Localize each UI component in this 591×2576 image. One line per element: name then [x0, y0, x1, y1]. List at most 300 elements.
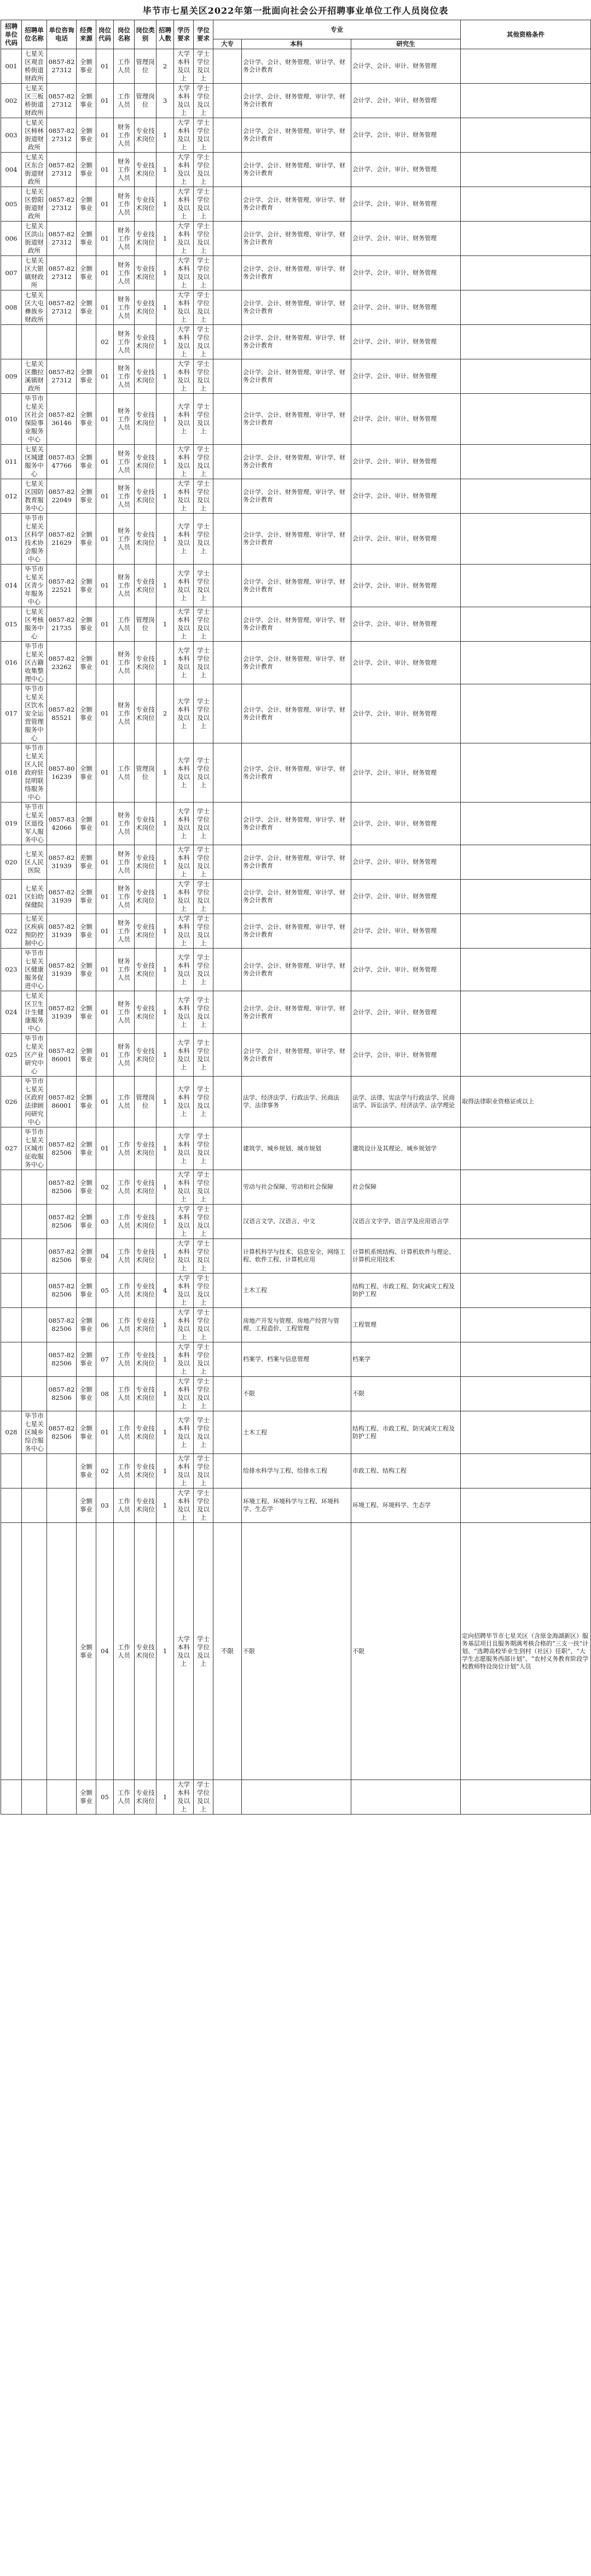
graduate-major-cell: 会计学、会计、审计、财务管理	[351, 445, 461, 479]
phone-cell: 0857-8231939	[47, 880, 77, 914]
undergrad-major-cell: 汉语言文学、汉语言、中文	[242, 1205, 351, 1239]
table-row	[1, 1308, 591, 1342]
header-post-name: 岗位名称	[114, 20, 135, 49]
education-cell: 大学本科及以上	[174, 1780, 194, 1815]
table-row	[1, 1411, 591, 1454]
funding-cell: 全额事业	[77, 1411, 96, 1454]
unit-code-cell: 008	[1, 290, 22, 325]
graduate-major-cell: 环境工程、环境科学、生态学	[351, 1488, 461, 1523]
graduate-major-cell: 市政工程、结构工程	[351, 1454, 461, 1488]
unit-name-cell	[22, 1488, 47, 1523]
college-major-cell	[213, 1170, 242, 1205]
post-name-cell: 工作人员	[114, 1239, 135, 1274]
phone-cell: 0857-8282506	[47, 1205, 77, 1239]
unit-code-cell: 002	[1, 84, 22, 118]
post-name-cell: 财务工作人员	[114, 914, 135, 949]
other-requirement-cell	[461, 991, 591, 1034]
undergrad-major-cell: 不限	[242, 1377, 351, 1411]
phone-cell: 0857-8286001	[47, 1077, 77, 1127]
undergrad-major-cell: 会计学、会计、财务管理、审计学、财务会计教育	[242, 803, 351, 845]
degree-cell: 学士学位及以上	[194, 222, 213, 256]
graduate-major-cell: 会计学、会计、审计、财务管理	[351, 565, 461, 607]
post-type-cell: 管理岗位	[135, 1077, 157, 1127]
degree-cell: 学士学位及以上	[194, 1308, 213, 1342]
degree-cell: 学士学位及以上	[194, 479, 213, 514]
undergrad-major-cell: 会计学、会计、财务管理、审计学、财务会计教育	[242, 290, 351, 325]
table-row	[1, 256, 591, 290]
count-cell: 1	[157, 514, 174, 565]
college-major-cell	[213, 325, 242, 359]
college-major-cell	[213, 1274, 242, 1308]
funding-cell: 全额事业	[77, 880, 96, 914]
post-name-cell: 工作人员	[114, 1523, 135, 1780]
undergrad-major-cell: 会计学、会计、财务管理、审计学、财务会计教育	[242, 880, 351, 914]
post-type-cell: 专业技术岗位	[135, 153, 157, 187]
undergrad-major-cell: 会计学、会计、财务管理、审计学、财务会计教育	[242, 642, 351, 684]
table-row	[1, 1170, 591, 1205]
count-cell: 1	[157, 803, 174, 845]
undergrad-major-cell: 会计学、会计、财务管理、审计学、财务会计教育	[242, 394, 351, 445]
post-code-cell: 02	[96, 1170, 114, 1205]
education-cell: 大学本科及以上	[174, 290, 194, 325]
degree-cell: 学士学位及以上	[194, 1077, 213, 1127]
post-type-cell: 专业技术岗位	[135, 359, 157, 394]
post-name-cell: 工作人员	[114, 49, 135, 84]
unit-name-cell: 七星关区人民医院	[22, 845, 47, 880]
unit-code-cell: 027	[1, 1127, 22, 1170]
unit-code-cell	[1, 325, 22, 359]
degree-cell: 学士学位及以上	[194, 1377, 213, 1411]
college-major-cell	[213, 880, 242, 914]
degree-cell: 学士学位及以上	[194, 991, 213, 1034]
graduate-major-cell: 结构工程、市政工程、防灾减灾工程及防护工程	[351, 1274, 461, 1308]
unit-code-cell: 016	[1, 642, 22, 684]
funding-cell: 全额事业	[77, 991, 96, 1034]
undergrad-major-cell: 土木工程	[242, 1274, 351, 1308]
other-requirement-cell	[461, 222, 591, 256]
education-cell: 大学本科及以上	[174, 1077, 194, 1127]
funding-cell: 全额事业	[77, 642, 96, 684]
degree-cell: 学士学位及以上	[194, 684, 213, 743]
post-name-cell: 工作人员	[114, 1127, 135, 1170]
post-type-cell: 专业技术岗位	[135, 394, 157, 445]
count-cell: 1	[157, 949, 174, 991]
graduate-major-cell: 会计学、会计、审计、财务管理	[351, 743, 461, 803]
post-code-cell: 01	[96, 642, 114, 684]
degree-cell: 学士学位及以上	[194, 1454, 213, 1488]
graduate-major-cell: 会计学、会计、审计、财务管理	[351, 325, 461, 359]
table-row	[1, 1034, 591, 1077]
college-major-cell	[213, 607, 242, 642]
college-major-cell	[213, 684, 242, 743]
graduate-major-cell: 会计学、会计、审计、财务管理	[351, 845, 461, 880]
phone-cell: 0857-8282506	[47, 1411, 77, 1454]
post-name-cell: 财务工作人员	[114, 445, 135, 479]
post-name-cell: 财务工作人员	[114, 118, 135, 153]
education-cell: 大学本科及以上	[174, 153, 194, 187]
post-code-cell: 01	[96, 845, 114, 880]
education-cell: 大学本科及以上	[174, 914, 194, 949]
phone-cell: 0857-8227312	[47, 84, 77, 118]
unit-name-cell	[22, 1342, 47, 1377]
undergrad-major-cell: 土木工程	[242, 1411, 351, 1454]
post-type-cell: 专业技术岗位	[135, 1780, 157, 1815]
post-type-cell: 专业技术岗位	[135, 642, 157, 684]
unit-name-cell	[22, 1170, 47, 1205]
post-type-cell: 专业技术岗位	[135, 256, 157, 290]
post-type-cell: 专业技术岗位	[135, 1377, 157, 1411]
post-name-cell: 财务工作人员	[114, 803, 135, 845]
post-name-cell: 工作人员	[114, 84, 135, 118]
graduate-major-cell: 会计学、会计、审计、财务管理	[351, 607, 461, 642]
education-cell: 大学本科及以上	[174, 359, 194, 394]
unit-name-cell	[22, 1274, 47, 1308]
unit-name-cell: 毕节市七星关区健康服务促进中心	[22, 949, 47, 991]
count-cell: 1	[157, 565, 174, 607]
college-major-cell	[213, 1342, 242, 1377]
post-name-cell: 财务工作人员	[114, 325, 135, 359]
other-requirement-cell	[461, 845, 591, 880]
unit-code-cell: 026	[1, 1077, 22, 1127]
undergrad-major-cell: 会计学、会计、财务管理、审计学、财务会计教育	[242, 325, 351, 359]
college-major-cell	[213, 222, 242, 256]
degree-cell: 学士学位及以上	[194, 514, 213, 565]
unit-code-cell: 011	[1, 445, 22, 479]
post-code-cell: 01	[96, 684, 114, 743]
other-requirement-cell	[461, 256, 591, 290]
other-requirement-cell	[461, 118, 591, 153]
other-requirement-cell	[461, 1308, 591, 1342]
unit-name-cell	[22, 1454, 47, 1488]
count-cell: 2	[157, 684, 174, 743]
education-cell: 大学本科及以上	[174, 256, 194, 290]
college-major-cell	[213, 359, 242, 394]
college-major-cell	[213, 1077, 242, 1127]
unit-code-cell	[1, 1170, 22, 1205]
phone-cell: 0857-8223262	[47, 642, 77, 684]
other-requirement-cell: 定向招聘毕节市七星关区（含原金海湖新区）服务基层项目且服务期满考核合格的“三支一扶”计划、“选聘高校毕业生到村（社区）任职”、“大学生志愿服务西部计划”、“农村义务教育阶段学校教师特设岗位计划”人员	[461, 1523, 591, 1780]
header-graduate: 研究生	[351, 39, 461, 49]
education-cell: 大学本科及以上	[174, 1342, 194, 1377]
post-code-cell: 01	[96, 949, 114, 991]
table-row	[1, 153, 591, 187]
other-requirement-cell	[461, 479, 591, 514]
unit-code-cell: 004	[1, 153, 22, 187]
graduate-major-cell: 会计学、会计、审计、财务管理	[351, 290, 461, 325]
degree-cell: 学士学位及以上	[194, 1523, 213, 1780]
table-row	[1, 49, 591, 84]
other-requirement-cell	[461, 1342, 591, 1377]
count-cell: 4	[157, 1274, 174, 1308]
post-name-cell: 财务工作人员	[114, 845, 135, 880]
post-name-cell: 财务工作人员	[114, 949, 135, 991]
education-cell: 大学本科及以上	[174, 187, 194, 222]
post-name-cell: 工作人员	[114, 1454, 135, 1488]
undergrad-major-cell: 房地产开发与管理、房地产经营与管理、工程造价、工程管理	[242, 1308, 351, 1342]
phone-cell: 0857-8286001	[47, 1034, 77, 1077]
education-cell: 大学本科及以上	[174, 445, 194, 479]
education-cell: 大学本科及以上	[174, 394, 194, 445]
post-type-cell: 专业技术岗位	[135, 565, 157, 607]
table-body	[1, 49, 591, 1815]
degree-cell: 学士学位及以上	[194, 187, 213, 222]
phone-cell: 0857-8282506	[47, 1377, 77, 1411]
unit-code-cell: 020	[1, 845, 22, 880]
funding-cell: 全额事业	[77, 256, 96, 290]
education-cell: 大学本科及以上	[174, 1377, 194, 1411]
post-type-cell: 专业技术岗位	[135, 1411, 157, 1454]
post-code-cell: 01	[96, 1411, 114, 1454]
degree-cell: 学士学位及以上	[194, 1170, 213, 1205]
unit-code-cell: 018	[1, 743, 22, 803]
college-major-cell	[213, 991, 242, 1034]
degree-cell: 学士学位及以上	[194, 1411, 213, 1454]
post-code-cell: 01	[96, 880, 114, 914]
graduate-major-cell: 法学、法律、宪法学与行政法学、民商法学、诉讼法学、经济法学、法学理论	[351, 1077, 461, 1127]
degree-cell: 学士学位及以上	[194, 845, 213, 880]
unit-name-cell	[22, 1780, 47, 1815]
unit-name-cell: 七星关区城建服务中心	[22, 445, 47, 479]
post-name-cell: 工作人员	[114, 607, 135, 642]
degree-cell: 学士学位及以上	[194, 394, 213, 445]
degree-cell: 学士学位及以上	[194, 565, 213, 607]
post-type-cell: 专业技术岗位	[135, 803, 157, 845]
phone-cell: 0857-8016239	[47, 743, 77, 803]
unit-code-cell	[1, 1239, 22, 1274]
count-cell: 1	[157, 222, 174, 256]
graduate-major-cell: 会计学、会计、审计、财务管理	[351, 49, 461, 84]
funding-cell: 全额事业	[77, 1454, 96, 1488]
college-major-cell	[213, 1454, 242, 1488]
college-major-cell	[213, 1780, 242, 1815]
post-code-cell: 01	[96, 803, 114, 845]
college-major-cell	[213, 256, 242, 290]
post-code-cell: 01	[96, 118, 114, 153]
funding-cell: 全额事业	[77, 1170, 96, 1205]
unit-name-cell: 七星关区柿林街道财政所	[22, 118, 47, 153]
funding-cell: 全额事业	[77, 1205, 96, 1239]
post-type-cell: 专业技术岗位	[135, 479, 157, 514]
funding-cell: 全额事业	[77, 1523, 96, 1780]
post-type-cell: 专业技术岗位	[135, 514, 157, 565]
post-code-cell: 02	[96, 325, 114, 359]
other-requirement-cell	[461, 1488, 591, 1523]
graduate-major-cell: 会计学、会计、审计、财务管理	[351, 222, 461, 256]
unit-code-cell: 012	[1, 479, 22, 514]
count-cell: 1	[157, 642, 174, 684]
unit-code-cell: 024	[1, 991, 22, 1034]
unit-name-cell: 七星关区碧阳街道财政所	[22, 187, 47, 222]
other-requirement-cell	[461, 1034, 591, 1077]
graduate-major-cell: 汉语言文字学、语言学及应用语言学	[351, 1205, 461, 1239]
post-name-cell: 工作人员	[114, 1377, 135, 1411]
graduate-major-cell: 社会保障	[351, 1170, 461, 1205]
unit-code-cell	[1, 1377, 22, 1411]
phone-cell: 0857-8231939	[47, 949, 77, 991]
recruitment-table	[1, 20, 591, 1815]
table-row	[1, 684, 591, 743]
undergrad-major-cell: 会计学、会计、财务管理、审计学、财务会计教育	[242, 118, 351, 153]
college-major-cell	[213, 845, 242, 880]
table-row	[1, 1077, 591, 1127]
graduate-major-cell: 会计学、会计、审计、财务管理	[351, 514, 461, 565]
post-type-cell: 专业技术岗位	[135, 1308, 157, 1342]
other-requirement-cell	[461, 290, 591, 325]
count-cell: 2	[157, 49, 174, 84]
unit-name-cell	[22, 1239, 47, 1274]
count-cell: 1	[157, 880, 174, 914]
undergrad-major-cell: 会计学、会计、财务管理、审计学、财务会计教育	[242, 187, 351, 222]
degree-cell: 学士学位及以上	[194, 359, 213, 394]
graduate-major-cell: 会计学、会计、审计、财务管理	[351, 880, 461, 914]
count-cell: 1	[157, 445, 174, 479]
table-row	[1, 359, 591, 394]
unit-name-cell: 毕节市七星关区产业研究中心	[22, 1034, 47, 1077]
other-requirement-cell	[461, 84, 591, 118]
count-cell: 1	[157, 1239, 174, 1274]
other-requirement-cell	[461, 642, 591, 684]
other-requirement-cell	[461, 1377, 591, 1411]
education-cell: 大学本科及以上	[174, 1170, 194, 1205]
degree-cell: 学士学位及以上	[194, 914, 213, 949]
degree-cell: 学士学位及以上	[194, 153, 213, 187]
graduate-major-cell: 会计学、会计、审计、财务管理	[351, 642, 461, 684]
funding-cell: 全额事业	[77, 1488, 96, 1523]
count-cell: 1	[157, 359, 174, 394]
undergrad-major-cell: 不限	[242, 1523, 351, 1780]
graduate-major-cell: 会计学、会计、审计、财务管理	[351, 914, 461, 949]
degree-cell: 学士学位及以上	[194, 1205, 213, 1239]
other-requirement-cell: 取得法律职业资格证或以上	[461, 1077, 591, 1127]
funding-cell: 全额事业	[77, 479, 96, 514]
unit-code-cell: 013	[1, 514, 22, 565]
unit-code-cell: 021	[1, 880, 22, 914]
post-name-cell: 财务工作人员	[114, 256, 135, 290]
unit-name-cell	[22, 1523, 47, 1780]
college-major-cell	[213, 1488, 242, 1523]
other-requirement-cell	[461, 1274, 591, 1308]
unit-name-cell	[22, 1308, 47, 1342]
education-cell: 大学本科及以上	[174, 642, 194, 684]
post-name-cell: 财务工作人员	[114, 359, 135, 394]
funding-cell: 全额事业	[77, 49, 96, 84]
phone-cell: 0857-8231939	[47, 914, 77, 949]
post-type-cell: 管理岗位	[135, 49, 157, 84]
funding-cell: 全额事业	[77, 684, 96, 743]
post-type-cell: 专业技术岗位	[135, 445, 157, 479]
college-major-cell	[213, 118, 242, 153]
post-name-cell: 财务工作人员	[114, 222, 135, 256]
post-type-cell: 专业技术岗位	[135, 290, 157, 325]
count-cell: 1	[157, 118, 174, 153]
undergrad-major-cell	[242, 1780, 351, 1815]
unit-code-cell: 010	[1, 394, 22, 445]
unit-code-cell: 015	[1, 607, 22, 642]
post-code-cell: 01	[96, 359, 114, 394]
table-row	[1, 743, 591, 803]
undergrad-major-cell: 会计学、会计、财务管理、审计学、财务会计教育	[242, 359, 351, 394]
count-cell: 1	[157, 187, 174, 222]
table-row	[1, 1239, 591, 1274]
post-type-cell: 管理岗位	[135, 84, 157, 118]
graduate-major-cell: 会计学、会计、审计、财务管理	[351, 803, 461, 845]
degree-cell: 学士学位及以上	[194, 949, 213, 991]
graduate-major-cell: 不限	[351, 1523, 461, 1780]
header-count: 招聘人数	[157, 20, 174, 49]
count-cell: 1	[157, 845, 174, 880]
phone-cell: 0857-8231939	[47, 845, 77, 880]
post-code-cell: 08	[96, 1377, 114, 1411]
college-major-cell	[213, 49, 242, 84]
funding-cell: 全额事业	[77, 290, 96, 325]
unit-name-cell	[22, 1205, 47, 1239]
funding-cell: 全额事业	[77, 1239, 96, 1274]
phone-cell	[47, 1780, 77, 1815]
unit-code-cell	[1, 1308, 22, 1342]
undergrad-major-cell: 给排水科学与工程、给排水工程	[242, 1454, 351, 1488]
post-code-cell: 01	[96, 187, 114, 222]
funding-cell: 全额事业	[77, 514, 96, 565]
post-name-cell: 财务工作人员	[114, 514, 135, 565]
college-major-cell	[213, 479, 242, 514]
unit-name-cell: 七星关区卫生计生健康服务中心	[22, 991, 47, 1034]
phone-cell: 0857-8227312	[47, 187, 77, 222]
unit-code-cell	[1, 1205, 22, 1239]
phone-cell: 0857-8227312	[47, 49, 77, 84]
college-major-cell	[213, 1377, 242, 1411]
other-requirement-cell	[461, 1239, 591, 1274]
table-row	[1, 880, 591, 914]
undergrad-major-cell: 会计学、会计、财务管理、审计学、财务会计教育	[242, 684, 351, 743]
post-code-cell: 05	[96, 1780, 114, 1815]
count-cell: 1	[157, 991, 174, 1034]
funding-cell: 全额事业	[77, 803, 96, 845]
post-type-cell: 专业技术岗位	[135, 684, 157, 743]
post-type-cell: 专业技术岗位	[135, 1274, 157, 1308]
post-type-cell: 专业技术岗位	[135, 1034, 157, 1077]
post-type-cell: 专业技术岗位	[135, 1127, 157, 1170]
post-code-cell: 01	[96, 256, 114, 290]
funding-cell: 全额事业	[77, 1034, 96, 1077]
table-row	[1, 1127, 591, 1170]
table-row	[1, 222, 591, 256]
college-major-cell	[213, 187, 242, 222]
phone-cell: 0857-8231939	[47, 991, 77, 1034]
unit-code-cell	[1, 1523, 22, 1780]
post-name-cell: 工作人员	[114, 1205, 135, 1239]
college-major-cell	[213, 153, 242, 187]
degree-cell: 学士学位及以上	[194, 84, 213, 118]
education-cell: 大学本科及以上	[174, 803, 194, 845]
table-row	[1, 845, 591, 880]
count-cell: 1	[157, 1170, 174, 1205]
education-cell: 大学本科及以上	[174, 684, 194, 743]
header-other: 其他资格条件	[461, 20, 591, 49]
undergrad-major-cell: 会计学、会计、财务管理、审计学、财务会计教育	[242, 743, 351, 803]
header-row	[1, 20, 591, 39]
table-row	[1, 1454, 591, 1488]
graduate-major-cell	[351, 1780, 461, 1815]
unit-name-cell: 毕节市七星关区青少年服务中心	[22, 565, 47, 607]
undergrad-major-cell: 会计学、会计、财务管理、审计学、财务会计教育	[242, 84, 351, 118]
table-row	[1, 1205, 591, 1239]
other-requirement-cell	[461, 49, 591, 84]
education-cell: 大学本科及以上	[174, 222, 194, 256]
degree-cell: 学士学位及以上	[194, 445, 213, 479]
post-name-cell: 财务工作人员	[114, 991, 135, 1034]
education-cell: 大学本科及以上	[174, 607, 194, 642]
undergrad-major-cell: 会计学、会计、财务管理、审计学、财务会计教育	[242, 153, 351, 187]
